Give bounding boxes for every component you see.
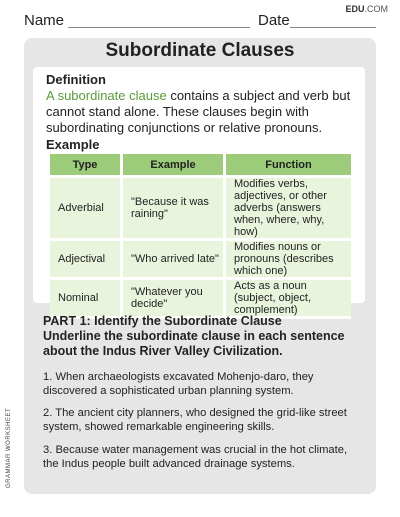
date-label: Date bbox=[258, 12, 290, 29]
table-cell: "Because it was raining" bbox=[122, 177, 225, 240]
name-label: Name bbox=[24, 12, 65, 29]
table-cell: Nominal bbox=[50, 279, 122, 318]
definition-heading: Definition bbox=[46, 72, 106, 87]
part1-heading-block bbox=[43, 314, 363, 359]
part1-heading: PART 1: Identify the Subordinate Clause bbox=[43, 314, 282, 328]
table-cell: Modifies verbs, adjectives, or other adverbs (answers when, where, why, how) bbox=[225, 177, 352, 240]
table-cell: Adverbial bbox=[50, 177, 122, 240]
column-header: Function bbox=[225, 154, 352, 177]
edu-logo: EDU.COM bbox=[345, 4, 388, 14]
question-1[interactable]: 1. When archaeologists excavated Mohenjo-daro, they discovered a sophisticated urban planning system. bbox=[43, 371, 314, 397]
example-heading: Example bbox=[46, 137, 100, 152]
table-row bbox=[50, 177, 351, 240]
table-cell: Modifies nouns or pronouns (describes which one) bbox=[225, 240, 352, 279]
table-cell: Adjectival bbox=[50, 240, 122, 279]
side-label: GRAMMAR WORKSHEET bbox=[6, 407, 12, 488]
question-3[interactable]: 3. Because water management was crucial in the hot climate, the Indus people built advanced drainage systems. bbox=[43, 444, 348, 470]
table-header-row bbox=[50, 154, 351, 177]
table-row bbox=[50, 240, 351, 279]
clause-table bbox=[50, 154, 351, 319]
definition-highlight: A subordinate clause bbox=[46, 88, 167, 103]
question-2[interactable]: 2. The ancient city planners, who designed the grid-like street system, showed remarkable engineering skills. bbox=[43, 407, 347, 433]
name-line[interactable] bbox=[68, 27, 250, 28]
column-header: Example bbox=[122, 154, 225, 177]
column-header: Type bbox=[50, 154, 122, 177]
definition-text bbox=[46, 88, 368, 136]
table-cell: "Whatever you decide" bbox=[122, 279, 225, 318]
date-line[interactable] bbox=[290, 27, 376, 28]
part1-instruction: Underline the subordinate clause in each sentence about the Indus River Valley Civilization. bbox=[43, 329, 345, 358]
table-row bbox=[50, 279, 351, 318]
page-title: Subordinate Clauses bbox=[105, 40, 295, 61]
table-cell: Acts as a noun (subject, object, complement) bbox=[225, 279, 352, 318]
table-cell: "Who arrived late" bbox=[122, 240, 225, 279]
definition-body: contains a subject and verb but cannot stand alone. These clauses begin with subordinating conjunctions or relative pronouns. bbox=[46, 88, 351, 135]
